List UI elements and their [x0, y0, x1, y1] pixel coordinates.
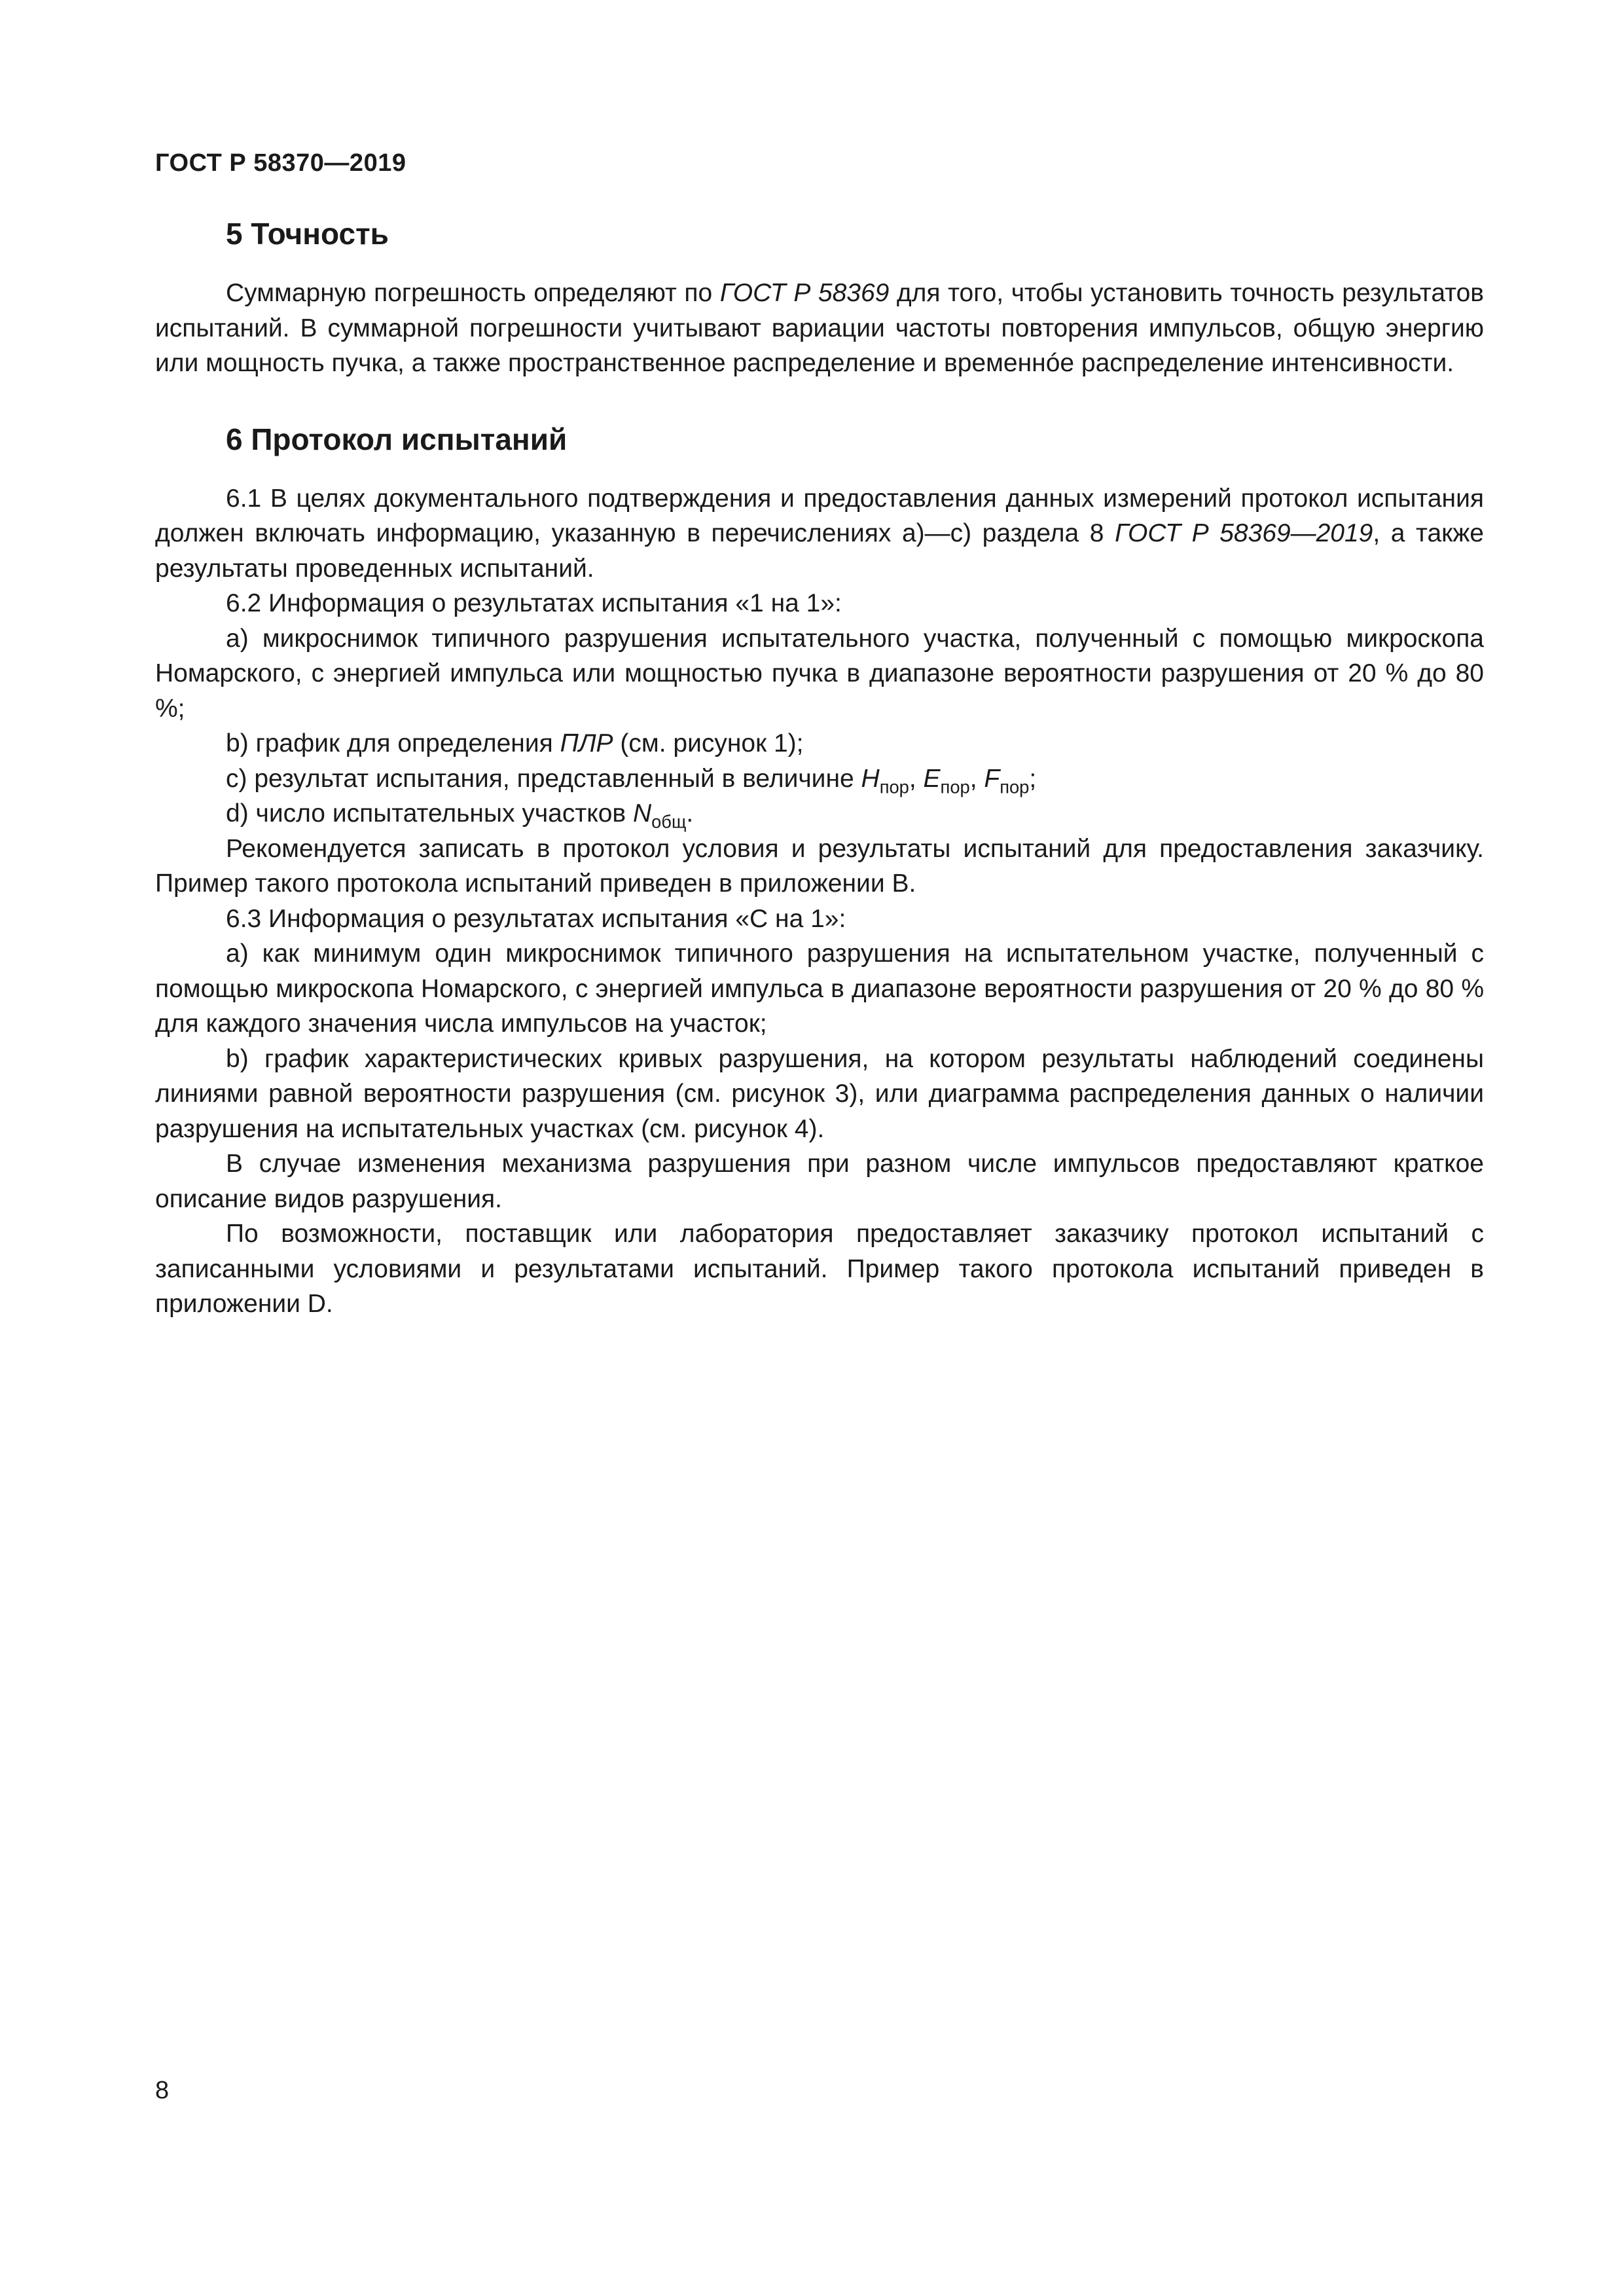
- section-5-paragraph: Суммарную погрешность определяют по ГОСТ Р 58369 для того, чтобы установить точность результатов испытаний. В суммарной погрешности учитывают вариации частоты повторения импульсов, общую энергию или мощность пучка, а также пространственное распределение и временнóе распределение интенсивности.: [155, 279, 1484, 378]
- list-item-6-2-b: b) график для определения ПЛР (см. рисунок 1);: [226, 729, 804, 758]
- list-item-6-2-d: d) число испытательных участков $N_{общ}$.: [226, 799, 694, 832]
- clause-6-3: 6.3 Информация о результатах испытания «С на 1»:: [226, 904, 846, 933]
- supplier-paragraph: По возможности, поставщик или лаборатория предоставляет заказчику протокол испытаний с записанными условиями и результатами испытаний. Пример такого протокола испытаний приведен в приложении D.: [155, 1220, 1484, 1319]
- section-5-title: 5 Точность: [226, 217, 389, 251]
- symbol-f: F: [984, 764, 1000, 793]
- list-item-6-2-c: c) результат испытания, представленный в величине $H_{пор}$, $E_{пор}$, $F_{пор}$;: [226, 764, 1037, 797]
- symbol-e: E: [923, 764, 941, 793]
- abbreviation: ПЛР: [560, 729, 613, 758]
- recommendation-paragraph: Рекомендуется записать в протокол условия и результаты испытаний для предоставления заказчику. Пример такого протокола испытаний приведен в приложении B.: [155, 834, 1484, 898]
- list-item-6-3-a: a) как минимум один микроснимок типичного разрушения на испытательном участке, полученный с помощью микроскопа Номарского, с энергией импульса в диапазоне вероятности разрушения от 20 % до 80 % для каждого значения числа импульсов на участок;: [155, 939, 1484, 1038]
- list-item-6-2-a: a) микроснимок типичного разрушения испытательного участка, полученный с помощью микроскопа Номарского, с энергией импульса или мощностью пучка в диапазоне вероятности разрушения от 20 % до 80 %;: [155, 624, 1484, 723]
- document-header: ГОСТ Р 58370—2019: [155, 149, 406, 177]
- symbol-h: H: [861, 764, 880, 793]
- standard-reference: ГОСТ Р 58369—2019: [1115, 519, 1373, 548]
- clause-6-1: 6.1 В целях документального подтверждения и предоставления данных измерений протокол испытания должен включать информацию, указанную в перечислениях a)—c) раздела 8 ГОСТ Р 58369—2019, а также результаты проведенных испытаний.: [155, 484, 1484, 583]
- page-number: 8: [155, 2077, 170, 2104]
- symbol-n: N: [632, 799, 652, 828]
- document-body: [155, 216, 1484, 1322]
- mechanism-change-paragraph: В случае изменения механизма разрушения при разном числе импульсов предоставляют краткое описание видов разрушения.: [155, 1150, 1484, 1213]
- standard-reference: ГОСТ Р 58369: [719, 279, 890, 308]
- section-6-title: 6 Протокол испытаний: [226, 422, 568, 456]
- clause-6-2: 6.2 Информация о результатах испытания «1 на 1»:: [226, 589, 842, 618]
- list-item-6-3-b: b) график характеристических кривых разрушения, на котором результаты наблюдений соединены линиями равной вероятности разрушения (см. рисунок 3), или диаграмма распределения данных о наличии разрушения на испытательных участках (см. рисунок 4).: [155, 1044, 1484, 1143]
